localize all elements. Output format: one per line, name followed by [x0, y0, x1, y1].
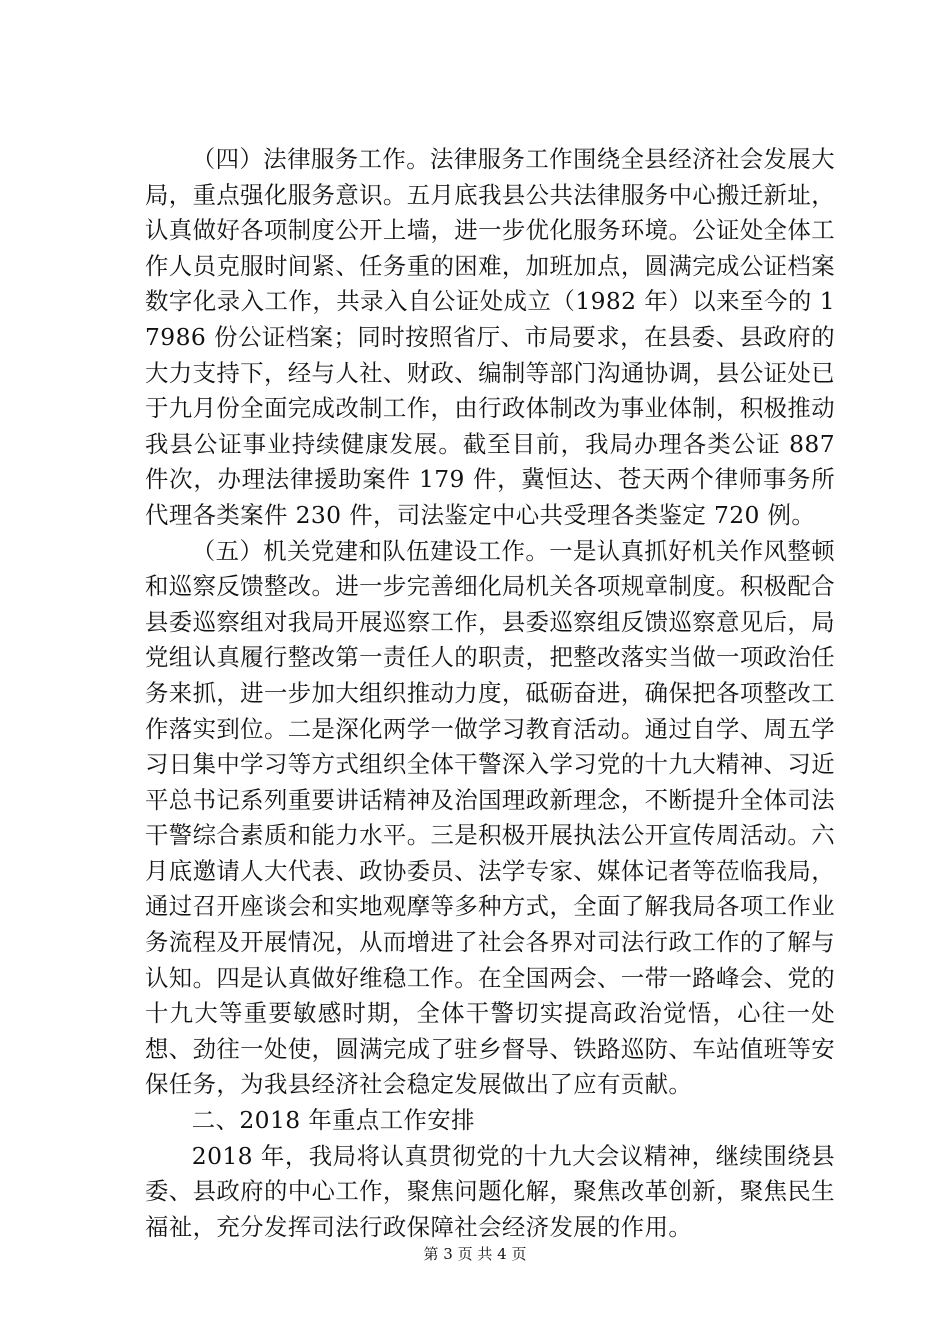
- paragraph-2018-plan: 2018 年，我局将认真贯彻党的十九大会议精神，继续围绕县委、县政府的中心工作，聚焦问题化解，聚焦改革创新，聚焦民生福祉，充分发挥司法行政保障社会经济发展的作用。: [145, 1141, 835, 1241]
- page-footer: 第 3 页 共 4 页: [423, 1245, 527, 1263]
- paragraph-party-building: （五）机关党建和队伍建设工作。一是认真抓好机关作风整顿和巡察反馈整改。进一步完善细化局机关各项规章制度。积极配合县委巡察组对我局开展巡察工作，县委巡察组反馈巡察意见后，局党组认真履行整改第一责任人的职责，把整改落实当做一项政治任务来抓，进一步加大组织推动力度，砥砺奋进，确保把各项整改工作落实到位。二是深化两学一做学习教育活动。通过自学、周五学习日集中学习等方式组织全体干警深入学习党的十九大精神、习近平总书记系列重要讲话精神及治国理政新理念，不断提升全体司法干警综合素质和能力水平。三是积极开展执法公开宣传周活动。六月底邀请人大代表、政协委员、法学专家、媒体记者等莅临我局，通过召开座谈会和实地观摩等多种方式，全面了解我局各项工作业务流程及开展情况，从而增进了社会各界对司法行政工作的了解与认知。四是认真做好维稳工作。在全国两会、一带一路峰会、党的十九大等重要敏感时期，全体干警切实提高政治觉悟，心往一处想、劲往一处使，圆满完成了驻乡督导、铁路巡防、车站值班等安保任务，为我县经济社会稳定发展做出了应有贡献。: [145, 536, 835, 1099]
- section-heading: 二、2018 年重点工作安排: [191, 1106, 475, 1135]
- document-body: [145, 142, 835, 1245]
- paragraph-legal-services: （四）法律服务工作。法律服务工作围绕全县经济社会发展大局，重点强化服务意识。五月底我县公共法律服务中心搬迁新址，认真做好各项制度公开上墙，进一步优化服务环境。公证处全体工作人员克服时间紧、任务重的困难，加班加点，圆满完成公证档案数字化录入工作，共录入自公证处成立（1982 年）以来至今的 17986 份公证档案；同时按照省厅、市局要求，在县委、县政府的大力支持下，经与人社、财政、编制等部门沟通协调，县公证处已于九月份全面完成改制工作，由行政体制改为事业体制，积极推动我县公证事业持续健康发展。截至目前，我局办理各类公证 887 件次，办理法律援助案件 179 件，冀恒达、苍天两个律师事务所代理各类案件 230 件，司法鉴定中心共受理各类鉴定 720 例。: [145, 145, 835, 529]
